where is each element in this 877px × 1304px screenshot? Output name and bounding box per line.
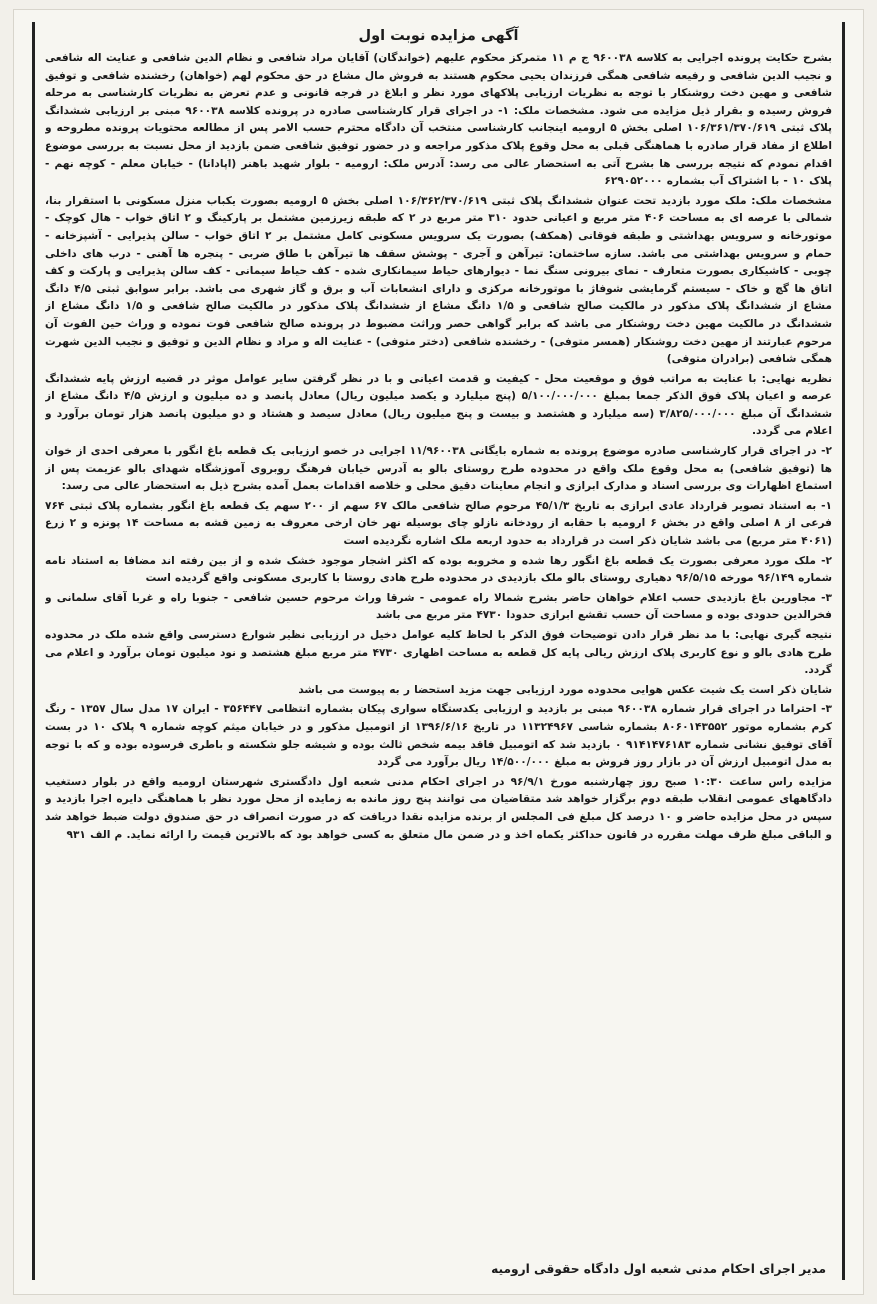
paragraph-item-2: ۲- در اجرای قرار کارشناسی صادره موضوع پرونده به شماره بایگانی ۱۱/۹۶۰۰۳۸ اجرایی در خصو ارزیابی یک قطعه باغ انگور با معرفی احدی از خوان ها (توفیق شافعی) به محل وقوع ملک واقع در محدوده طرح روستای بالو به آدرس خیابان فرهنگ روبروی آموزشگاه شهدای بالو عزیمت پس از استماع اظهارات وی بررسی اسناد و مدارک ابرازی و انجام معاینات دقیق محلی و خلاصه اقدامات بعمل آمده بشرح ذیل به استحضار عالی می رسد: (45, 445, 832, 493)
notice-content (45, 22, 832, 1280)
signature-line: مدیر اجرای احکام مدنی شعبه اول دادگاه حقوقی ارومیه (491, 1262, 826, 1276)
paragraph-item-2-3: ۳- مجاورین باغ بازدیدی حسب اعلام خواهان حاضر بشرح شمالا راه عمومی - شرقا وراث مرحوم حسین شافعی - جنوبا راه و غربا آقای سلمانی و فخرالدین حدودی بوده و مساحت آن حسب تقشع ابرازی حدودا ۴۷۳۰ متر مربع می باشد (45, 591, 832, 622)
paragraph-auction-terms: مزایده راس ساعت ۱۰:۳۰ صبح روز چهارشنبه مورخ ۹۶/۹/۱ در اجرای احکام مدنی شعبه اول دادگستری شهرستان ارومیه واقع در بلوار دستغیب دادگاههای عمومی انقلاب طبقه دوم برگزار خواهد شد متقاضیان می توانند پنج روز مانده به زمایده از محل مورد نظر با هماهنگی دایره اجرا بازدید و سپس در محل مزایده حاضر و ۱۰ درصد کل مبلغ فی المجلس از برنده مزایده نقدا دریافت که در صورت انصراف در حق صندوق دولت ضبط خواهد شد و الباقی مبلغ ظرف مهلت مقرره در قانون حداکثر یکماه اخذ و در ضمن مال متعلق به کسی خواهد بود که بالاترین قیمت را ارائه نماید. م الف ۹۳۱ (45, 775, 832, 841)
paragraph-property-specs: مشخصات ملک: ملک مورد بازدید تحت عنوان ششدانگ پلاک ثبتی ۱۰۶/۳۶۲/۳۷۰/۶۱۹ اصلی بخش ۵ ارومیه بصورت یکباب منزل مسکونی با استقرار بنا، شمالی با عرصه ای به مساحت ۴۰۶ متر مربع و اعیانی حدود ۳۱۰ متر مربع در ۲ که طبقه زیرزمین مشتمل بر پارکینگ و ۲ اتاق خواب - هال کوچک - موتورخانه و سرویس بهداشتی و طبقه فوقانی (همکف) بصورت یک سرویس مسکونی کامل مشتمل بر ۲ اتاق خواب - سالن پذیرایی - آشپزخانه - حمام و سرویس بهداشتی می باشد. سازه ساختمان: تیرآهن و آجری - پوشش سقف ها تیرآهن با طاق ضربی - پنجره ها آهنی - درب های داخلی چوبی - کاشیکاری بصورت متعارف - نمای بیرونی سنگ نما - دیوارهای حیاط سیمانکاری شده - کف حیاط سیمانی - کف سالن پذیرایی و پارکت و کف اتاق ها گچ و خاک - سیستم گرمایشی شوفاژ با موتورخانه مرکزی و دارای انشعابات آب و برق و گاز شهری می باشد. برابر سوابق ثبتی ۴/۵ دانگ مشاع از ششدانگ پلاک مذکور در مالکیت صالح شافعی و ۱/۵ دانگ مشاع از ششدانگ پلاک مذکور در مالکیت صالح شافعی و ۱/۵ دانگ مشاع از ششدانگ در مالکیت مهین دخت روشنکار می باشد که برابر گواهی حصر وراثت مضبوط در پرونده صالح شافعی فوت نموده و وراث حین الفوت آن مرحوم عبارتند از مهین دخت روشنکار (همسر متوفی) - رخشنده شافعی (دختر متوفی) - عنایت اله و مراد و نظام الدین و توفیق و نجیب الدین شهرت همگی شافعی (برادران متوفی) (45, 194, 832, 366)
paragraph-item-3-vehicle: ۳- احتراما در اجرای قرار شماره ۹۶۰۰۳۸ مبنی بر بازدید و ارزیابی یکدستگاه سواری پیکان بشماره انتظامی ۳۵۶۴۴۷ - ایران ۱۷ مدل سال ۱۳۵۷ - رنگ کرم بشماره موتور ۸۰۶۰۱۴۳۵۵۲ بشماره شاسی ۱۱۳۲۴۹۶۷ در تاریخ ۱۳۹۶/۶/۱۶ از اتومبیل مذکور و در خیابان میثم کوچه شماره ۹ پلاک ۱۰ در بست آقای توفیق نشانی شماره ۹۱۴۱۴۷۶۱۸۳ ۰ بازدید شد که اتومبیل فاقد بیمه شخص ثالث بوده و شیشه جلو شکسته و باطری فرسوده بوده و که با توجه به مدل اتومبیل ارزش آن در بازار روز فروش به مبلغ ۱۴/۵۰۰/۰۰۰ ریال برآورد می گردد (45, 703, 832, 769)
notice-frame (32, 22, 845, 1280)
paragraph-intro: بشرح حکایت پرونده اجرایی به کلاسه ۹۶۰۰۳۸ ج م ۱۱ متمرکز محکوم علیهم (خواندگان) آقایان مراد شافعی و نظام الدین شافعی و عنایت اله شافعی و نجیب الدین شافعی و رفیعه شافعی همگی فرزندان یحیی محکوم هستند به فروش مال مشاع در حق محکوم لهم (خواهان) رخشنده شافعی و توفیق شافعی و مهین دخت روشنکار با توجه به نظریات ارزیابی پلاکهای مورد نظر و ابلاغ در فرجه قانونی و عدم تعرض به نظریات کارشناسی به مرحله فروش رسیده و بقرار ذیل مزایده می شود. مشخصات ملک: ۱- در اجرای قرار کارشناسی صادره در پرونده کلاسه ۹۶۰۰۳۸ مبنی بر ارزیابی ششدانگ پلاک ثبتی ۱۰۶/۳۶۱/۳۷۰/۶۱۹ اصلی بخش ۵ ارومیه اینجانب کارشناسی منتخب آن دادگاه محترم حسب الامر پس از مطالعه محتویات پرونده مطروحه و اطلاع از مفاد قرار صادره با هماهنگی قبلی به محل وقوع پلاک مذکور مراجعه و در حضور توفیق شافعی ضمن بازدید از محل نسبت به بررسی موضوع اقدام نمودم که نتیجه بررسی ها بشرح آتی به استحضار عالی می رسد: آدرس ملک: ارومیه - بلوار شهید باهنر (اپادانا) - خیابان معلم - کوچه نهم - پلاک ۱۰ - با اشتراک آب بشماره ۶۲۹۰۵۲۰۰۰ (45, 52, 832, 188)
paragraph-item-2-2: ۲- ملک مورد معرفی بصورت یک قطعه باغ انگور رها شده و مخروبه بوده که اکثر اشجار موجود خشک شده و از بین رفته اند مضافا به استناد نامه شماره ۹۶/۱۴۹ مورخه ۹۶/۵/۱۵ دهیاری روستای بالو ملک بازدیدی در محدوده طرح هادی روستا با کاربری مسکونی واقع گردیده است (45, 554, 832, 585)
notice-title: آگهی مزایده نوبت اول (358, 28, 519, 44)
newspaper-clipping (14, 10, 863, 1294)
paragraph-final-opinion: نظریه نهایی: با عنایت به مراتب فوق و موقعیت محل - کیفیت و قدمت اعیانی و با در نظر گرفتن سایر عوامل موثر در قضیه ارزش پایه ششدانگ عرصه و اعیان پلاک فوق الذکر جمعا بمبلغ ۵/۱۰۰/۰۰۰/۰۰۰ (پنج میلیارد و یکصد میلیون ریال) معادل پانصد و ده میلیون و ارزش ۴/۵ دانگ مشاع از ششدانگ آن مبلغ ۳/۸۲۵/۰۰۰/۰۰۰ (سه میلیارد و هشتصد و بیست و پنج میلیون ریال) معادل سیصد و هشتاد و دو میلیون پانصد هزار تومان برآورد و اعلام می گردد. (45, 372, 832, 438)
paragraph-conclusion: نتیجه گیری نهایی: با مد نظر قرار دادن توضیحات فوق الذکر با لحاظ کلیه عوامل دخیل در ارزیابی نظیر شوارع دسترسی واقع شده ملک در محدوده طرح هادی بالو و نوع کاربری پلاک ارزش ریالی پایه کل قطعه به مساحت اظهاری ۴۷۳۰ متر مربع مبلغ هشتصد و نود میلیون تومان برآورد و اعلام می گردد. (45, 629, 832, 677)
paragraph-item-2-1: ۱- به استناد تصویر قرارداد عادی ابرازی به تاریخ ۴۵/۱/۳ مرحوم صالح شافعی مالک ۶۷ سهم از ۲۰۰ سهم یک قطعه باغ انگور بشماره پلاک ثبتی ۷۶۴ فرعی از ۸ اصلی واقع در بخش ۶ ارومیه با حقابه از رودخانه نازلو چای بوسیله نهر خان ارخی معروف به زمین قشه به مساحت ۱۴ پونزه و ۲ زرع (۴۰۶۱ متر مربع) می باشد شایان ذکر است در قرارداد به حدود اربعه ملک اشاره نگردیده است (45, 499, 832, 548)
paragraph-aerial-photo-note: شایان ذکر است یک شیت عکس هوایی محدوده مورد ارزیابی جهت مزید استحضا ر به پیوست می باشد (298, 683, 832, 696)
